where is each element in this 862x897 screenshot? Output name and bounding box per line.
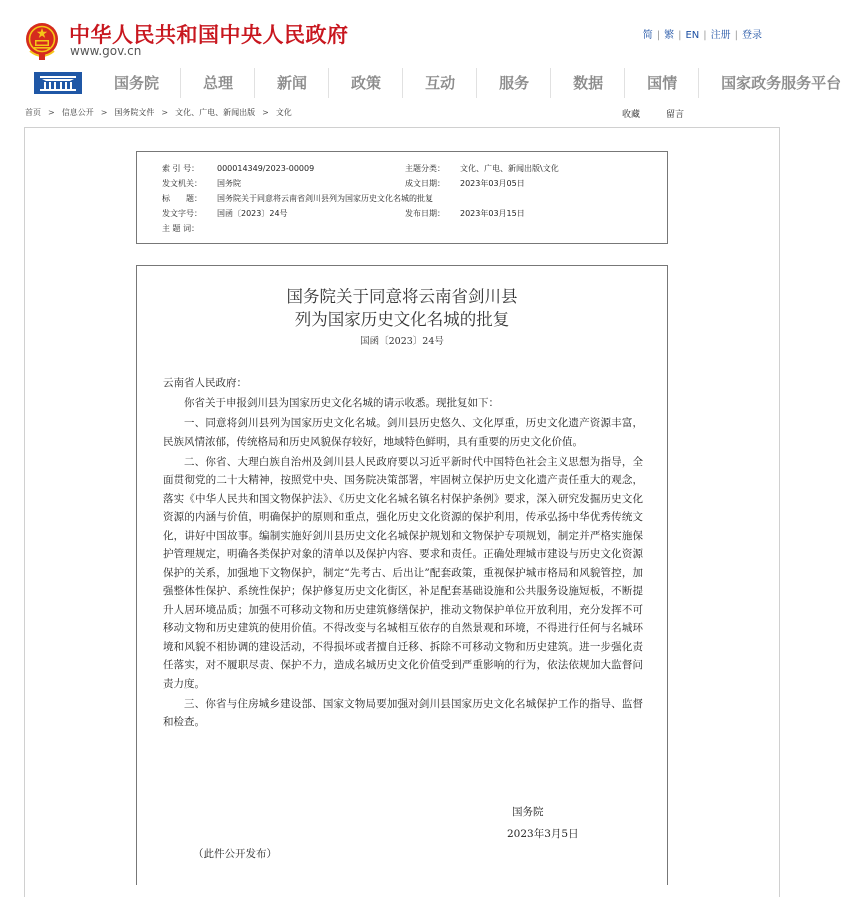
meta-created-label: 成文日期： xyxy=(405,179,445,188)
nav-items xyxy=(90,68,862,98)
paragraph: 你省关于申报剑川县为国家历史文化名城的请示收悉。现批复如下： xyxy=(184,397,499,409)
meta-published-value: 2023年03月15日 xyxy=(460,209,525,218)
meta-row xyxy=(137,222,667,235)
meta-issuer-value: 国务院 xyxy=(217,179,241,188)
paragraph: 三、你省与住房城乡建设部、国家文物局要加强对剑川县国家历史文化名城保护工作的指导、监督和检查。 xyxy=(163,697,643,728)
publish-note: （此件公开发布） xyxy=(193,848,277,860)
signer: 国务院 xyxy=(512,806,544,818)
login-link[interactable]: 登录 xyxy=(742,30,762,41)
meta-category-value: 文化、广电、新闻出版\文化 xyxy=(460,164,559,173)
salutation: 云南省人民政府： xyxy=(163,377,247,389)
paragraph: 一、同意将剑川县列为国家历史文化名城。剑川县历史悠久、文化厚重，历史文化遗产资源丰富，民族风情浓郁，传统格局和历史风貌保存较好，地域特色鲜明，具有重要的历史文化价值。 xyxy=(163,417,643,448)
paragraph: 二、你省、大理白族自治州及剑川县人民政府要以习近平新时代中国特色社会主义思想为指导，全面贯彻党的二十大精神，按照党中央、国务院决策部署，牢固树立保护历史文化遗产责任重大的观念，落实《中华人民共和国文物保护法》、《历史文化名城名镇名村保护条例》要求，深入研究发掘历史文化资源的内涵与价值，明确保护的原则和重点，强化历史文化资源的保护利用，传承弘扬中华优秀传统文化，讲好中国故事。编制实施好剑川县历史文化名城保护规划和文物保护专项规划，制定并严格实施保护管理规定，明确各类保护对象的清单以及保护内容、要求和责任。正确处理城市建设与历史文化资源保护的关系，加强地下文物保护，制定“先考古、后出让”配套政策，重视保护城市格局和风貌管控，加强整体性保护、系统性保护；保护修复历史文化街区，补足配套基础设施和公共服务设施短板，不断提升人居环境品质；加强不可移动文物和历史建筑修缮保护，推动文物保护单位开放利用，充分发挥不可移动文物和历史建筑的使用价值。不得改变与名城相互依存的自然景观和环境，不得进行任何与名城环境和风貌不相协调的建设活动，不得损坏或者擅自迁移、拆除不可移动文物和历史建筑。进一步强化责任落实，对不履职尽责、保护不力，造成名城历史文化价值受到严重影响的行为，依法依规加大监督问责力度。 xyxy=(163,455,643,690)
divider: | xyxy=(703,30,707,41)
lang-english-link[interactable]: EN xyxy=(685,30,700,41)
meta-row xyxy=(137,177,667,190)
document-meta-table xyxy=(136,151,668,244)
page-actions xyxy=(622,107,710,120)
nav-item-services[interactable]: 服务 xyxy=(476,68,550,98)
breadcrumb xyxy=(25,107,292,118)
meta-index-value: 000014349/2023-00009 xyxy=(217,164,315,173)
meta-row xyxy=(137,207,667,220)
nav-item-data[interactable]: 数据 xyxy=(550,68,624,98)
document-body-box xyxy=(136,265,668,885)
breadcrumb-separator: > xyxy=(262,108,269,117)
meta-docno-label: 发文字号： xyxy=(162,209,202,218)
breadcrumb-separator: > xyxy=(161,108,169,117)
nav-item-national-profile[interactable]: 国情 xyxy=(624,68,698,98)
breadcrumb-home[interactable]: 首页 xyxy=(25,108,41,117)
meta-published-label: 发布日期： xyxy=(405,209,445,218)
nav-item-policy[interactable]: 政策 xyxy=(328,68,402,98)
document-text xyxy=(163,374,643,733)
document-title-line: 国务院关于同意将云南省剑川县 xyxy=(286,287,518,306)
lang-traditional-link[interactable]: 繁 xyxy=(664,30,675,41)
meta-issuer-label: 发文机关： xyxy=(162,179,202,188)
sign-date: 2023年3月5日 xyxy=(507,828,579,840)
meta-created-value: 2023年03月05日 xyxy=(460,179,525,188)
meta-index-label: 索 引 号： xyxy=(162,164,200,173)
breadcrumb-separator: > xyxy=(48,108,55,117)
meta-title-value: 国务院关于同意将云南省剑川县列为国家历史文化名城的批复 xyxy=(217,194,433,203)
nav-item-news[interactable]: 新闻 xyxy=(254,68,328,98)
nav-item-state-council[interactable]: 国务院 xyxy=(114,74,160,92)
nav-item-interaction[interactable]: 互动 xyxy=(402,68,476,98)
document-title-line: 列为国家历史文化名城的批复 xyxy=(294,310,510,329)
breadcrumb-state-council-docs[interactable]: 国务院文件 xyxy=(114,108,155,117)
meta-keywords-label: 主 题 词： xyxy=(162,224,200,233)
message-button[interactable]: 留言 xyxy=(666,110,685,120)
document-number: 国函〔2023〕24号 xyxy=(360,336,444,347)
divider: | xyxy=(734,30,738,41)
meta-docno-value: 国函〔2023〕24号 xyxy=(217,209,288,218)
meta-category-label: 主题分类： xyxy=(405,164,445,173)
meta-title-label: 标 题： xyxy=(162,194,202,203)
breadcrumb-separator: > xyxy=(100,108,108,117)
nav-item-gov-service-platform[interactable]: 国家政务服务平台 xyxy=(698,68,862,98)
breadcrumb-info-disclosure[interactable]: 信息公开 xyxy=(61,108,94,117)
nav-item-premier[interactable]: 总理 xyxy=(180,68,254,98)
site-title[interactable]: 中华人民共和国中央人民政府 xyxy=(69,23,349,47)
language-links xyxy=(643,26,762,41)
meta-row xyxy=(137,192,667,205)
national-emblem-icon[interactable] xyxy=(24,21,60,61)
favorite-button[interactable]: 收藏 xyxy=(622,110,641,120)
great-hall-icon[interactable] xyxy=(34,72,82,94)
breadcrumb-culture[interactable]: 文化 xyxy=(275,108,292,117)
document-title xyxy=(137,285,667,331)
lang-simplified-link[interactable]: 简 xyxy=(642,30,653,41)
divider: | xyxy=(678,30,682,41)
site-domain: www.gov.cn xyxy=(70,44,142,58)
divider: | xyxy=(656,30,661,41)
register-link[interactable]: 注册 xyxy=(710,30,731,41)
breadcrumb-culture-media[interactable]: 文化、广电、新闻出版 xyxy=(175,108,256,117)
site-header xyxy=(0,0,804,66)
main-nav xyxy=(0,68,842,98)
meta-row xyxy=(137,162,667,175)
